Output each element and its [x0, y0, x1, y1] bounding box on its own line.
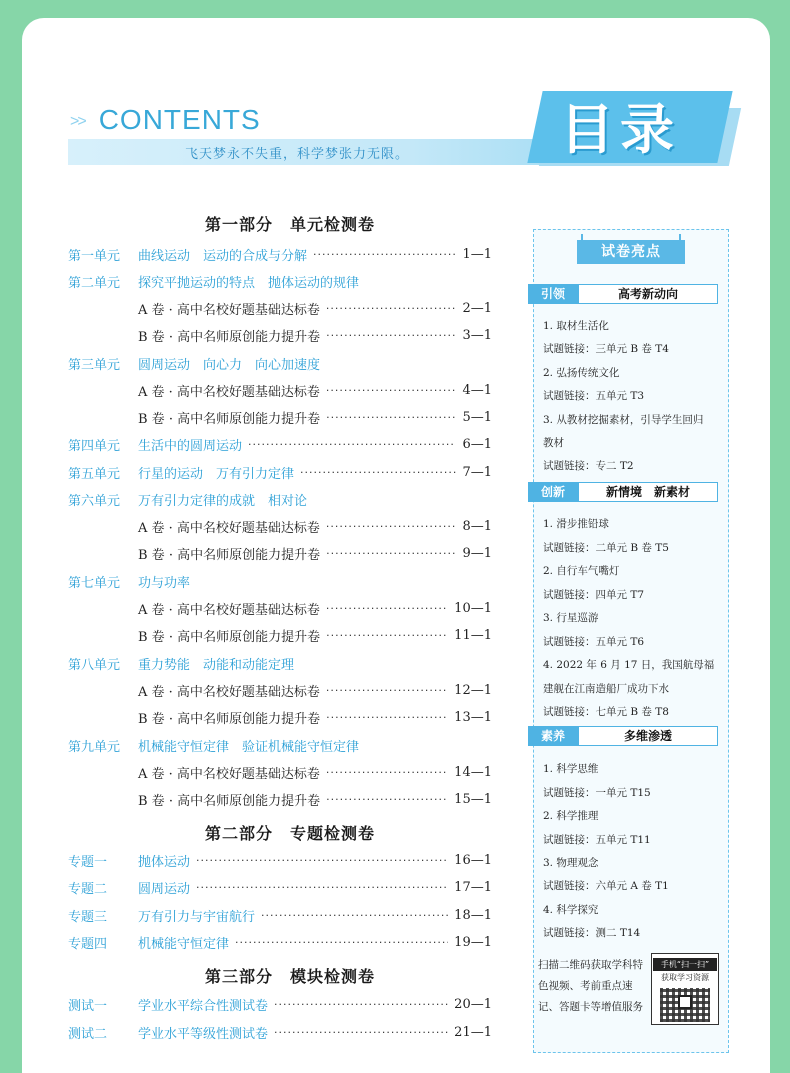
highlight-item: 2. 弘扬传统文化: [543, 367, 620, 379]
toc-title: 机械能守恒定律 验证机械能守恒定律: [138, 739, 360, 755]
question-link: 试题链接：六单元 A 卷 T1: [543, 880, 669, 892]
toc-leader-dots: [326, 520, 457, 533]
toc-unit: 专题二: [68, 881, 108, 897]
toc-page-number: 10—1: [454, 600, 492, 616]
highlight-item: 2. 自行车气嘴灯: [543, 565, 620, 577]
toc-unit: 测试二: [68, 1026, 108, 1042]
toc-row[interactable]: [68, 434, 492, 454]
question-link: 试题链接：五单元 T6: [543, 636, 645, 648]
double-arrow-icon: >>: [70, 112, 85, 130]
toc-leader-dots: [326, 684, 448, 697]
toc-unit: 第五单元: [68, 466, 121, 482]
category-tag: 素养: [528, 726, 578, 746]
toc-page-number: 4—1: [462, 382, 492, 398]
toc-page-number: 8—1: [462, 518, 492, 534]
toc-page-number: 14—1: [454, 764, 492, 780]
question-link: 试题链接：七单元 B 卷 T8: [543, 706, 669, 718]
toc-unit: 专题三: [68, 909, 108, 925]
toc-row[interactable]: [68, 905, 492, 925]
toc-unit: 测试一: [68, 998, 108, 1014]
toc-row[interactable]: [68, 489, 492, 509]
question-link: 试题链接：五单元 T11: [543, 834, 651, 846]
highlight-item: 1. 科学思维: [543, 763, 599, 775]
toc-row[interactable]: [68, 877, 492, 897]
toc-row[interactable]: [68, 244, 492, 264]
slogan: 飞天梦永不失重，科学梦张力无限。: [185, 147, 410, 162]
category-label: 多维渗透: [578, 726, 718, 746]
toc-subtitle: B 卷 · 高中名师原创能力提升卷: [138, 547, 321, 563]
question-link: 试题链接：专二 T2: [543, 460, 634, 472]
toc-leader-dots: [274, 998, 448, 1011]
toc-leader-dots: [313, 248, 456, 261]
question-link: 试题链接：四单元 T7: [543, 589, 645, 601]
toc-leader-dots: [326, 384, 457, 397]
toc-title: 学业水平等级性测试卷: [138, 1026, 269, 1042]
toc-leader-dots: [326, 629, 448, 642]
toc-leader-dots: [326, 793, 448, 806]
question-link: 试题链接：二单元 B 卷 T5: [543, 542, 669, 554]
toc-leader-dots: [235, 936, 448, 949]
toc-subtitle: A 卷 · 高中名校好题基础达标卷: [138, 520, 320, 536]
toc-unit: 第六单元: [68, 493, 121, 509]
toc-row[interactable]: [68, 271, 492, 291]
toc-title: 抛体运动: [138, 854, 191, 870]
contents-heading: [70, 104, 261, 136]
toc-page-number: 18—1: [454, 907, 492, 923]
toc-unit: 专题一: [68, 854, 108, 870]
part-heading: 第一部分 单元检测卷: [204, 215, 375, 234]
toc-row[interactable]: [68, 298, 492, 318]
toc-row[interactable]: [68, 789, 492, 809]
toc-subtitle: B 卷 · 高中名师原创能力提升卷: [138, 329, 321, 345]
toc-page-number: 16—1: [454, 852, 492, 868]
toc-row[interactable]: [68, 380, 492, 400]
highlight-item: 建舰在江南造船厂成功下水: [543, 683, 669, 695]
highlight-item: 4. 科学探究: [543, 904, 599, 916]
qr-logo-icon: [678, 995, 692, 1009]
qr-label: 手机“扫一扫”: [653, 958, 717, 971]
toc-page-number: 3—1: [462, 327, 492, 343]
toc-page-number: 13—1: [454, 709, 492, 725]
toc-title: 圆周运动 向心力 向心加速度: [138, 357, 321, 373]
toc-subtitle: A 卷 · 高中名校好题基础达标卷: [138, 602, 320, 618]
toc-leader-dots: [196, 881, 448, 894]
question-link: 试题链接：五单元 T3: [543, 390, 645, 402]
toc-row[interactable]: [68, 598, 492, 618]
toc-page-number: 7—1: [462, 464, 492, 480]
category-label: 高考新动向: [578, 284, 718, 304]
toc-page-number: 2—1: [462, 300, 492, 316]
qr-sublabel: 获取学习资源: [661, 973, 709, 982]
category-literacy: [528, 726, 718, 746]
toc-leader-dots: [248, 438, 456, 451]
toc-title: 重力势能 动能和动能定理: [138, 657, 295, 673]
toc-row[interactable]: [68, 932, 492, 952]
toc-unit: 第七单元: [68, 575, 121, 591]
toc-row[interactable]: [68, 850, 492, 870]
toc-page-number: 9—1: [462, 545, 492, 561]
toc-unit: 第八单元: [68, 657, 121, 673]
toc-unit: 第二单元: [68, 275, 121, 291]
highlight-item: 2. 科学推理: [543, 810, 599, 822]
toc-row[interactable]: [68, 625, 492, 645]
toc-title: 行星的运动 万有引力定律: [138, 466, 295, 482]
toc-row[interactable]: [68, 543, 492, 563]
highlight-item: 1. 取材生活化: [543, 320, 609, 332]
question-link: 试题链接：测二 T14: [543, 927, 641, 939]
toc-row[interactable]: [68, 762, 492, 782]
toc-page-number: 11—1: [454, 627, 492, 643]
toc-page-number: 19—1: [454, 934, 492, 950]
toc-row[interactable]: [68, 462, 492, 482]
toc-leader-dots: [326, 411, 456, 424]
toc-unit: 第四单元: [68, 438, 121, 454]
toc-leader-dots: [326, 547, 456, 560]
scan-note: 扫描二维码获取学科特色视频、考前重点速记、答题卡等增值服务: [538, 959, 643, 1013]
toc-row[interactable]: [68, 325, 492, 345]
toc-row[interactable]: [68, 516, 492, 536]
contents-label: CONTENTS: [98, 104, 261, 135]
toc-row[interactable]: [68, 1022, 492, 1042]
highlight-item: 3. 行星巡游: [543, 612, 599, 624]
toc-page-number: 20—1: [454, 996, 492, 1012]
toc-page-number: 5—1: [462, 409, 492, 425]
toc-page-number: 15—1: [454, 791, 492, 807]
toc-title: 机械能守恒定律: [138, 936, 230, 952]
category-tag: 引领: [528, 284, 578, 304]
toc-title: 学业水平综合性测试卷: [138, 998, 269, 1014]
part-heading: 第二部分 专题检测卷: [204, 824, 375, 843]
toc-subtitle: B 卷 · 高中名师原创能力提升卷: [138, 711, 321, 727]
page-title: 目录: [560, 98, 680, 161]
toc-title: 万有引力定律的成就 相对论: [138, 493, 308, 509]
question-link: 试题链接：一单元 T15: [543, 787, 651, 799]
question-link: 试题链接：三单元 B 卷 T4: [543, 343, 669, 355]
toc-leader-dots: [326, 602, 448, 615]
toc-leader-dots: [274, 1026, 448, 1039]
highlights-title: 试卷亮点: [577, 240, 685, 264]
toc-subtitle: B 卷 · 高中名师原创能力提升卷: [138, 629, 321, 645]
toc-leader-dots: [326, 329, 456, 342]
toc-subtitle: A 卷 · 高中名校好题基础达标卷: [138, 384, 320, 400]
toc-page-number: 6—1: [462, 436, 492, 452]
toc-subtitle: B 卷 · 高中名师原创能力提升卷: [138, 411, 321, 427]
highlight-item: 4. 2022 年 6 月 17 日，我国航母福: [543, 659, 715, 671]
toc-leader-dots: [300, 466, 456, 479]
highlight-item: 1. 滑步推铅球: [543, 518, 609, 530]
toc-unit: 第一单元: [68, 248, 121, 264]
toc-subtitle: A 卷 · 高中名校好题基础达标卷: [138, 766, 320, 782]
toc-row[interactable]: [68, 353, 492, 373]
toc-title: 圆周运动: [138, 881, 191, 897]
toc-leader-dots: [196, 854, 448, 867]
toc-unit: 第三单元: [68, 357, 121, 373]
category-innovation: [528, 482, 718, 502]
highlight-item: 教材: [543, 437, 564, 449]
toc-title: 万有引力与宇宙航行: [138, 909, 256, 925]
toc-page-number: 21—1: [454, 1024, 492, 1040]
toc-subtitle: A 卷 · 高中名校好题基础达标卷: [138, 684, 320, 700]
toc-title: 曲线运动 运动的合成与分解: [138, 248, 308, 264]
toc-leader-dots: [261, 909, 448, 922]
toc-row[interactable]: [68, 994, 492, 1014]
category-lead: [528, 284, 718, 304]
toc-page-number: 1—1: [462, 246, 492, 262]
toc-row[interactable]: [68, 653, 492, 673]
toc-subtitle: A 卷 · 高中名校好题基础达标卷: [138, 302, 320, 318]
toc-leader-dots: [326, 711, 448, 724]
toc-row[interactable]: [68, 735, 492, 755]
highlight-item: 3. 物理观念: [543, 857, 599, 869]
toc-subtitle: B 卷 · 高中名师原创能力提升卷: [138, 793, 321, 809]
toc-leader-dots: [326, 766, 448, 779]
toc-row[interactable]: [68, 680, 492, 700]
toc-row[interactable]: [68, 407, 492, 427]
toc-title: 探究平抛运动的特点 抛体运动的规律: [138, 275, 360, 291]
toc-leader-dots: [326, 302, 457, 315]
category-tag: 创新: [528, 482, 578, 502]
toc-row[interactable]: [68, 571, 492, 591]
toc-title: 生活中的圆周运动: [138, 438, 243, 454]
category-label: 新情境 新素材: [578, 482, 718, 502]
toc-unit: 第九单元: [68, 739, 121, 755]
toc-row[interactable]: [68, 707, 492, 727]
highlight-item: 3. 从教材挖掘素材，引导学生回归: [543, 414, 704, 426]
toc-title: 功与功率: [138, 575, 191, 591]
part-heading: 第三部分 模块检测卷: [204, 967, 375, 986]
toc-unit: 专题四: [68, 936, 108, 952]
toc-page-number: 12—1: [454, 682, 492, 698]
toc-page-number: 17—1: [454, 879, 492, 895]
